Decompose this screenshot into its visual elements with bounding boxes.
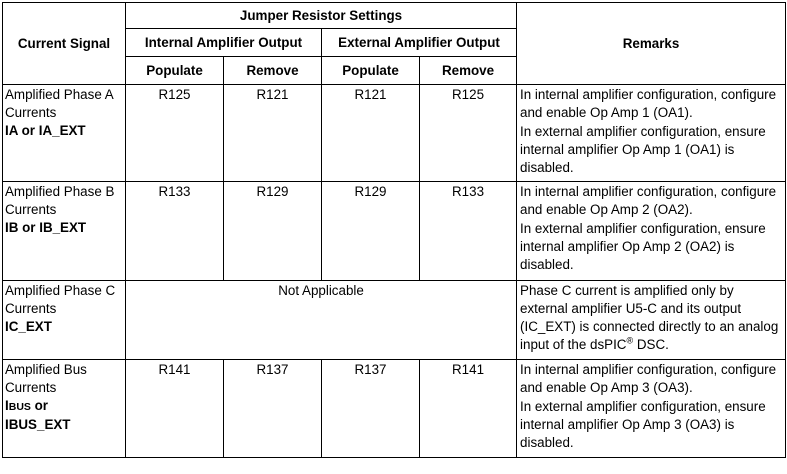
signal-cell [3, 281, 126, 360]
internal-populate-cell: R133 [126, 182, 224, 281]
remark-tail: DSC. [633, 337, 669, 352]
signal-cell [3, 85, 126, 182]
header-internal-populate: Populate [126, 57, 224, 85]
header-internal-remove: Remove [224, 57, 322, 85]
registered-mark: ® [626, 335, 634, 346]
remark-phase-c [520, 282, 782, 354]
header-external-output: External Amplifier Output [322, 29, 517, 57]
remark-external: In external amplifier configuration, ensure internal amplifier Op Amp 3 (OA3) is disabled. [520, 399, 766, 450]
internal-remove-cell: R137 [224, 360, 322, 458]
external-populate-cell: R129 [322, 182, 420, 281]
internal-remove-cell: R129 [224, 182, 322, 281]
external-remove-cell: R133 [420, 182, 517, 281]
header-external-populate: Populate [322, 57, 420, 85]
header-external-remove: Remove [420, 57, 517, 85]
remark-external: In external amplifier configuration, ensure internal amplifier Op Amp 2 (OA2) is disabled. [520, 221, 766, 272]
remarks-cell [517, 182, 786, 281]
external-populate-cell: R137 [322, 360, 420, 458]
remark-internal: In internal amplifier configuration, configure and enable Op Amp 2 (OA2). [520, 184, 777, 217]
remark-internal: In internal amplifier configuration, configure and enable Op Amp 1 (OA1). [520, 87, 777, 120]
signal-code: IC_EXT [5, 319, 52, 334]
remarks-cell [517, 281, 786, 360]
external-remove-cell: R141 [420, 360, 517, 458]
table-row [3, 281, 786, 360]
signal-name: Amplified Phase C Currents [5, 283, 116, 316]
external-populate-cell: R121 [322, 85, 420, 182]
remarks-cell [517, 85, 786, 182]
internal-remove-cell: R121 [224, 85, 322, 182]
not-applicable-cell: Not Applicable [126, 281, 517, 360]
header-internal-output: Internal Amplifier Output [126, 29, 322, 57]
signal-cell [3, 182, 126, 281]
internal-populate-cell: R141 [126, 360, 224, 458]
table-row [3, 360, 786, 458]
header-jumper-settings: Jumper Resistor Settings [126, 3, 517, 29]
signal-code-i: I [5, 398, 9, 413]
remarks-cell [517, 360, 786, 458]
header-current-signal: Current Signal [3, 3, 126, 85]
signal-code [5, 397, 123, 416]
signal-name: Amplified Bus Currents [5, 362, 87, 395]
signal-code: IA or IA_EXT [5, 123, 86, 138]
external-remove-cell: R125 [420, 85, 517, 182]
remark-external: In external amplifier configuration, ensure internal amplifier Op Amp 1 (OA1) is disabled. [520, 124, 766, 175]
signal-code: IB or IB_EXT [5, 220, 87, 235]
signal-cell [3, 360, 126, 458]
signal-code-or: or [30, 398, 49, 413]
signal-name: Amplified Phase A Currents [5, 87, 113, 120]
remark-text: Phase C current is amplified only by external amplifier U5-C and its output (IC_EXT) is connected directly to an analog input of the dsPIC [520, 283, 779, 352]
signal-code-ext: IBUS_EXT [5, 417, 71, 432]
table-row [3, 85, 786, 182]
internal-populate-cell: R125 [126, 85, 224, 182]
header-remarks: Remarks [517, 3, 786, 85]
jumper-resistor-table [2, 2, 786, 458]
remark-internal: In internal amplifier configuration, configure and enable Op Amp 3 (OA3). [520, 362, 777, 395]
signal-code-bus: BUS [8, 401, 31, 413]
signal-name: Amplified Phase B Currents [5, 184, 115, 217]
table-row [3, 182, 786, 281]
